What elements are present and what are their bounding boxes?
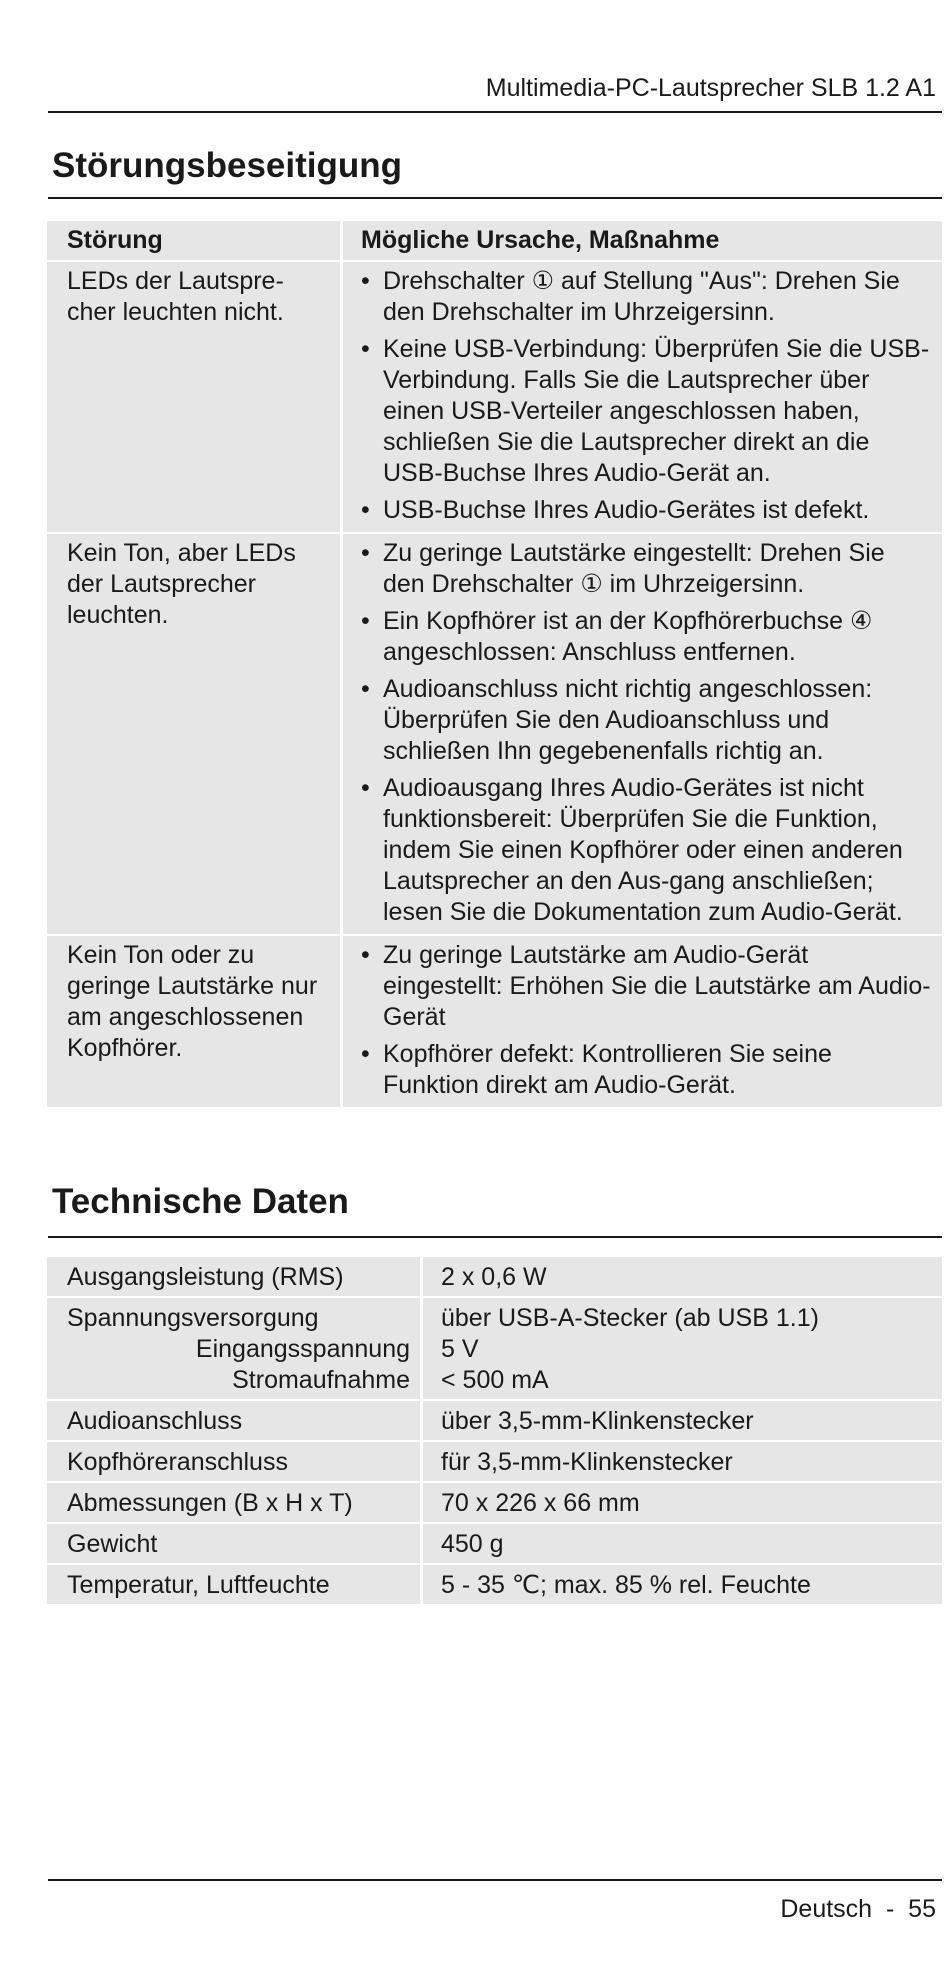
spec-label: Temperatur, Luftfeuchte xyxy=(47,1565,423,1606)
page-footer: Deutsch - 55 xyxy=(780,1895,936,1923)
cause-item: • Audioanschluss nicht richtig angeschlossen: Überprüfen Sie den Audioanschluss und schließen Ihn gegebenenfalls richtig an. xyxy=(361,674,932,767)
table-row xyxy=(47,1442,942,1483)
spec-value: für 3,5-mm-Klinkenstecker xyxy=(423,1442,942,1483)
cause-item: • Kopfhörer defekt: Kontrollieren Sie seine Funktion direkt am Audio-Gerät. xyxy=(361,1039,932,1101)
cause-item: • Zu geringe Lautstärke eingestellt: Drehen Sie den Drehschalter ① im Uhrzeigersinn. xyxy=(361,538,932,600)
table-row xyxy=(47,262,942,534)
table-row xyxy=(47,936,942,1109)
header-rule xyxy=(48,111,942,113)
spec-subvalue: < 500 mA xyxy=(441,1366,549,1394)
cause-cell xyxy=(343,534,942,936)
table-row xyxy=(47,1565,942,1606)
cause-item: • Drehschalter ① auf Stellung "Aus": Drehen Sie den Drehschalter im Uhrzeigersinn. xyxy=(361,266,932,328)
cause-item: • Zu geringe Lautstärke am Audio-Gerät eingestellt: Erhöhen Sie die Lautstärke am Audio-Gerät xyxy=(361,940,932,1033)
section-title-troubleshooting: Störungsbeseitigung xyxy=(52,146,402,185)
cause-item: • USB-Buchse Ihres Audio-Gerätes ist defekt. xyxy=(361,495,932,526)
troubleshooting-table xyxy=(47,221,942,1109)
column-header-cause: Mögliche Ursache, Maßnahme xyxy=(343,221,942,262)
spec-label: Spannungsversorgung xyxy=(67,1304,319,1332)
page-header-title: Multimedia-PC-Lautsprecher SLB 1.2 A1 xyxy=(485,74,936,102)
cause-item: • Keine USB-Verbindung: Überprüfen Sie die USB-Verbindung. Falls Sie die Lautsprecher über einen USB-Verteiler angeschlossen haben, schließen Sie die Lautsprecher direkt an die USB-Buchse Ihres Audio-Gerät an. xyxy=(361,334,932,489)
table-row xyxy=(47,1524,942,1565)
spec-label: Audioanschluss xyxy=(47,1401,423,1442)
table-row xyxy=(47,534,942,936)
section-title-technical-data: Technische Daten xyxy=(52,1182,349,1221)
spec-value: 70 x 226 x 66 mm xyxy=(423,1483,942,1524)
spec-value: 2 x 0,6 W xyxy=(423,1257,942,1298)
table-header-row xyxy=(47,221,942,262)
cause-list xyxy=(361,538,932,928)
section-rule-technical-data xyxy=(48,1236,942,1238)
table-row xyxy=(47,1257,942,1298)
cause-cell xyxy=(343,936,942,1109)
spec-value: über 3,5-mm-Klinkenstecker xyxy=(423,1401,942,1442)
cause-item: • Audioausgang Ihres Audio-Gerätes ist nicht funktionsbereit: Überprüfen Sie die Funktion, indem Sie einen Kopfhörer oder einen anderen Lautsprecher an den Aus-gang anschließen; lesen Sie die Dokumentation zum Audio-Gerät. xyxy=(361,773,932,928)
spec-sublabel: Eingangsspannung xyxy=(195,1335,410,1363)
spec-value: 450 g xyxy=(423,1524,942,1565)
spec-value: 5 - 35 ℃; max. 85 % rel. Feuchte xyxy=(423,1565,942,1606)
spec-label: Gewicht xyxy=(47,1524,423,1565)
column-header-fault: Störung xyxy=(47,221,343,262)
spec-label: Abmessungen (B x H x T) xyxy=(47,1483,423,1524)
spec-subvalue: 5 V xyxy=(441,1335,479,1363)
spec-sublabel: Stromaufnahme xyxy=(232,1366,410,1394)
fault-cell: Kein Ton, aber LEDs der Lautsprecher leuchten. xyxy=(47,534,343,936)
spec-value: über USB-A-Stecker (ab USB 1.1) xyxy=(441,1304,819,1332)
technical-data-table xyxy=(47,1257,942,1606)
spec-label: Kopfhöreranschluss xyxy=(47,1442,423,1483)
fault-cell: Kein Ton oder zu geringe Lautstärke nur am angeschlossenen Kopfhörer. xyxy=(47,936,343,1109)
section-rule-troubleshooting xyxy=(48,197,942,199)
footer-rule xyxy=(48,1879,942,1881)
spec-label-group xyxy=(47,1298,423,1401)
table-row xyxy=(47,1401,942,1442)
cause-list xyxy=(361,940,932,1101)
table-row xyxy=(47,1298,942,1401)
spec-value-group xyxy=(423,1298,942,1401)
cause-cell xyxy=(343,262,942,534)
cause-item: • Ein Kopfhörer ist an der Kopfhörerbuchse ④ angeschlossen: Anschluss entfernen. xyxy=(361,606,932,668)
fault-cell: LEDs der Lautspre-cher leuchten nicht. xyxy=(47,262,343,534)
cause-list xyxy=(361,266,932,526)
spec-label: Ausgangsleistung (RMS) xyxy=(47,1257,423,1298)
table-row xyxy=(47,1483,942,1524)
